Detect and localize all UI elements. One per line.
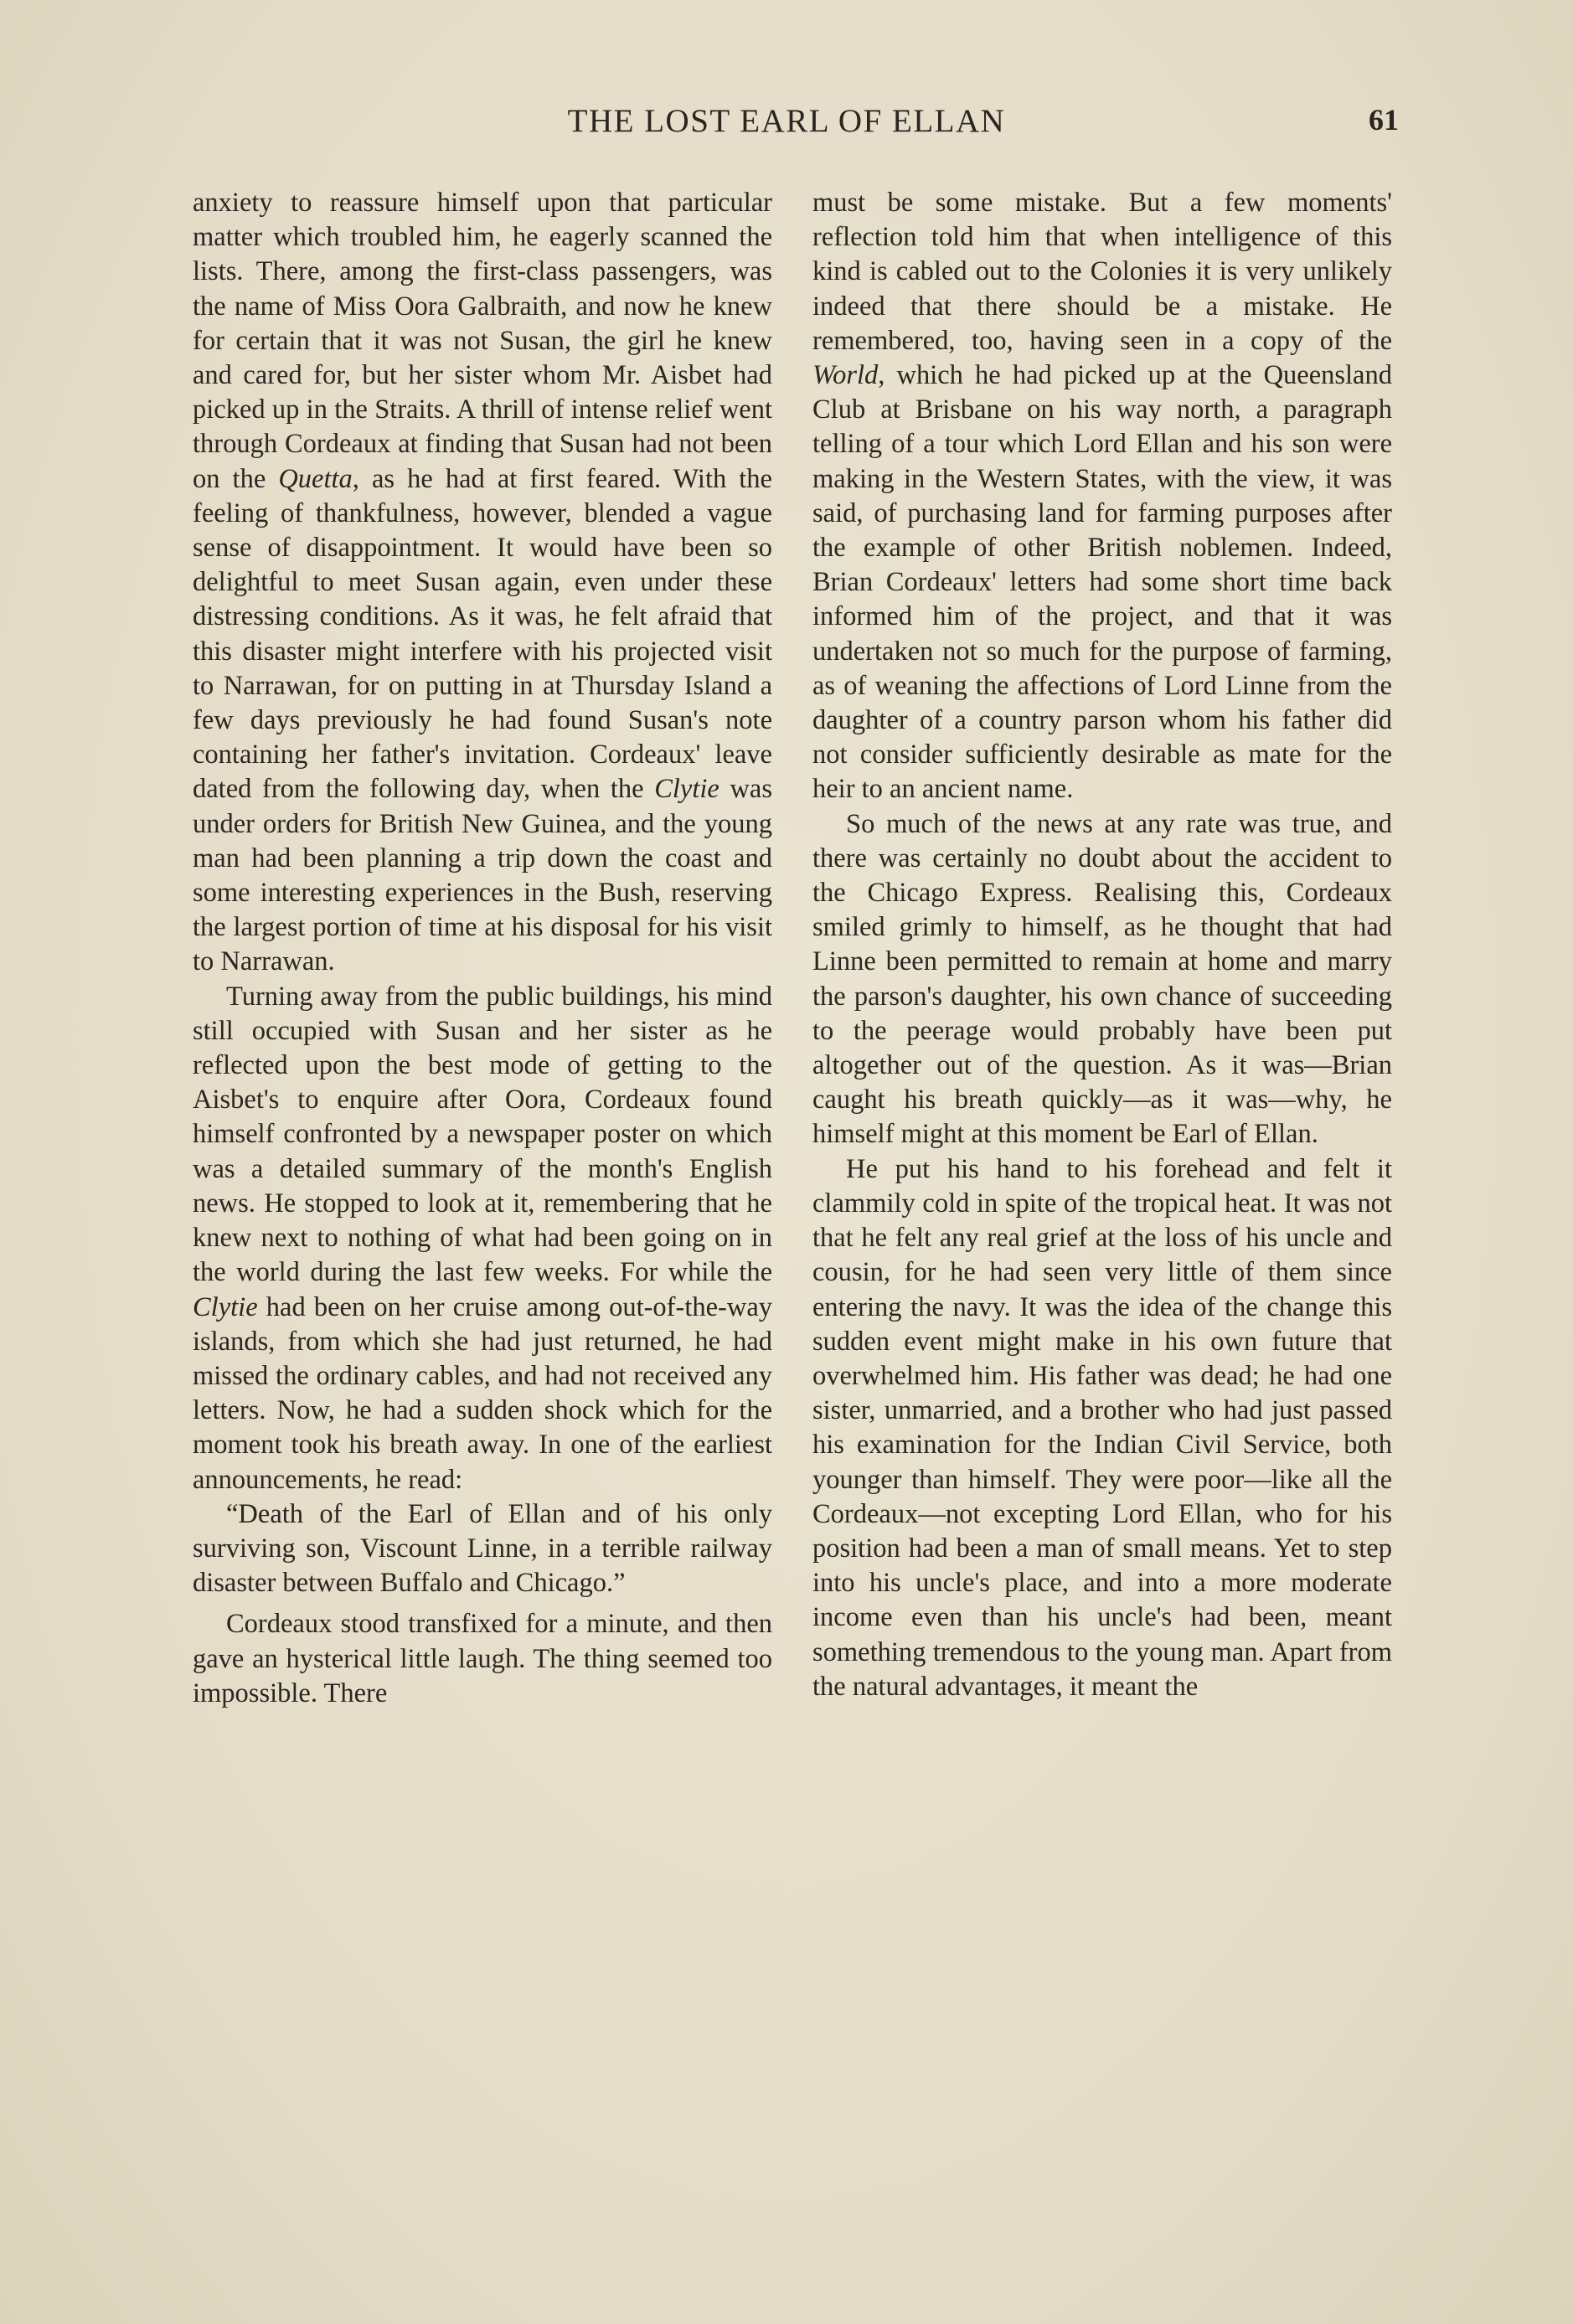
text-run: Turning away from the public buildings, his mind still occupied with Susan and her sister as he reflected upon the best mode of getting to the Aisbet's to enquire after Oora, Cordeaux found himself confronted by a newspaper poster on which was a detailed summary of the month's English news. He stopped to look at it, remembering that he knew next to nothing of what had been going on in the world during the last few weeks. For while the <box>193 981 772 1288</box>
ship-name: Quetta <box>278 463 353 494</box>
page-header <box>0 102 1573 152</box>
paragraph: So much of the news at any rate was true, and there was certainly no doubt about the accident to the Chicago Express. Realising this, Cordeaux smiled grimly to himself, as he thought that had Linne been permitted to remain at home and marry the parson's daughter, his own chance of succeeding to the peerage would probably have been put altogether out of the question. As it was—Brian caught his breath quickly—as it was—why, he himself might at this moment be Earl of Ellan. <box>812 808 1392 1150</box>
ship-name: Clytie <box>193 1291 258 1322</box>
text-run: , as he had at first feared. With the feeling of thankfulness, however, blended a vague sense of disappointment. It would have been so delightful to meet Susan again, even under these distressing conditions. As it was, he felt afraid that this disaster might interfere with his projected visit to Narrawan, for on putting in at Thursday Island a few days previously he had found Susan's note containing her father's invitation. Cordeaux' leave dated from the following day, when the <box>193 463 772 805</box>
page-number: 61 <box>1369 103 1399 137</box>
text-run: anxiety to reassure himself upon that particular matter which troubled him, he eagerly scanned the lists. There, among the first-class passengers, was the name of Miss Oora Galbraith, and now he knew for certain that it was not Susan, the girl he knew and cared for, but her sister whom Mr. Aisbet had picked up in the Straits. A thrill of intense relief went through Cordeaux at finding that Susan had not been on the <box>193 188 772 494</box>
left-column <box>193 186 772 1711</box>
text-run: was under orders for British New Guinea, and the young man had been planning a trip down the coast and some interesting experiences in the Bush, reserving the largest portion of time at his disposal for his visit to Narrawan. <box>193 774 772 977</box>
text-run: , which he had picked up at the Queensland Club at Brisbane on his way north, a paragraph telling of a tour which Lord Ellan and his son were making in the Western States, with the view, it was said, of purchasing land for farming purposes after the example of other British noblemen. Indeed, Brian Cordeaux' letters had some short time back informed him of the project, and that it was undertaken not so much for the purpose of farming, as of weaning the affections of Lord Linne from the daughter of a country parson whom his father did not consider sufficiently desirable as mate for the heir to an ancient name. <box>812 360 1392 805</box>
text-run: must be some mistake. But a few moments' reflection told him that when intelligence of this kind is cabled out to the Colonies it is very unlikely indeed that there should be a mistake. He remembered, too, having seen in a copy of the <box>812 188 1392 356</box>
paragraph <box>193 980 772 1497</box>
quoted-announcement: “Death of the Earl of Ellan and of his only surviving son, Viscount Linne, in a terrible railway disaster between Buffalo and Chicago.” <box>193 1498 772 1599</box>
text-run: had been on her cruise among out-of-the-way islands, from which she had just returned, he had missed the ordinary cables, and had not received any letters. Now, he had a sudden shock which for the moment took his breath away. In one of the earliest announcements, he read: <box>193 1291 772 1495</box>
ship-name: Clytie <box>654 774 719 805</box>
right-column <box>812 186 1392 1704</box>
paragraph: Cordeaux stood transfixed for a minute, and then gave an hysterical little laugh. The thing seemed too impossible. There <box>193 1609 772 1708</box>
paragraph: He put his hand to his forehead and felt it clammily cold in spite of the tropical heat. It was not that he felt any real grief at the loss of his uncle and cousin, for he had seen very little of them since entering the navy. It was the idea of the change this sudden event might make in his own future that overwhelmed him. His father was dead; he had one sister, unmarried, and a brother who had just passed his examination for the Indian Civil Service, both younger than himself. They were poor—like all the Cordeaux—not excepting Lord Ellan, who for his position had been a man of small means. Yet to step into his uncle's place, and into a more moderate income even than his uncle's had been, meant something tremendous to the young man. Apart from the natural advantages, it meant the <box>812 1153 1392 1702</box>
running-title: THE LOST EARL OF ELLAN <box>567 103 1006 139</box>
paragraph <box>812 186 1392 807</box>
paragraph <box>193 186 772 980</box>
newspaper-name: World <box>812 360 879 391</box>
